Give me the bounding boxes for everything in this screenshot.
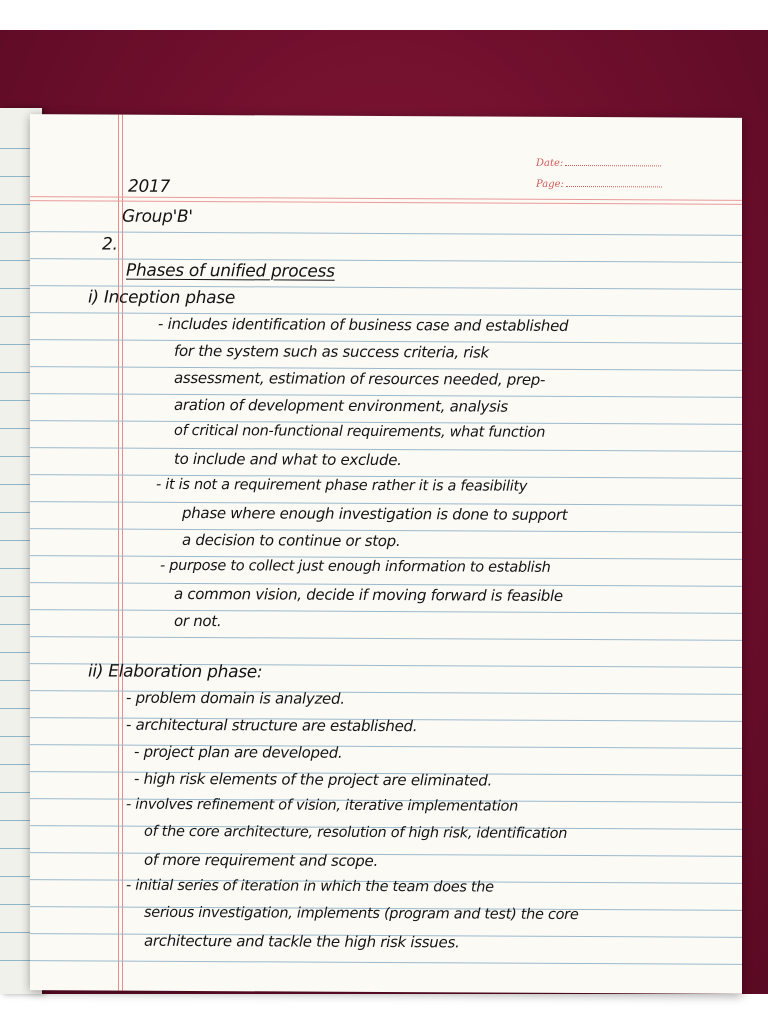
note-line: for the system such as success criteria, risk <box>174 341 489 362</box>
note-line: to include and what to exclude. <box>174 449 402 470</box>
section-title: Phases of unified process <box>126 260 335 282</box>
margin-line <box>122 115 123 991</box>
note-line: of the core architecture, resolution of high risk, identification <box>144 823 568 842</box>
notebook-page <box>30 114 742 994</box>
note-year: 2017 <box>128 176 171 197</box>
elaboration-heading: ii) Elaboration phase: <box>88 661 263 683</box>
note-line: - project plan are developed. <box>134 742 343 762</box>
note-line: of critical non-functional requirements, what function <box>174 422 546 441</box>
note-line: - high risk elements of the project are eliminated. <box>134 769 492 790</box>
question-number: 2. <box>102 234 118 255</box>
date-label: Date: <box>536 157 564 169</box>
note-line: - involves refinement of vision, iterative implementation <box>126 796 519 815</box>
note-line: - purpose to collect just enough information to establish <box>160 557 551 576</box>
margin-line <box>118 115 119 991</box>
note-line: assessment, estimation of resources needed, prep- <box>174 368 546 389</box>
note-line: - it is not a requirement phase rather it is a feasibility <box>156 476 528 495</box>
note-line: serious investigation, implements (program and test) the core <box>144 904 579 924</box>
note-line: architecture and tackle the high risk issues. <box>144 931 460 952</box>
inception-heading: i) Inception phase <box>88 287 236 309</box>
note-line: - problem domain is analyzed. <box>126 688 345 708</box>
note-line: phase where enough investigation is done to support <box>182 503 568 524</box>
page-field <box>536 178 662 191</box>
note-line: - includes identification of business case and established <box>158 314 569 335</box>
note-line: or not. <box>174 611 222 631</box>
date-field <box>536 157 661 170</box>
note-group: Group'B' <box>122 206 193 227</box>
note-line: aration of development environment, analysis <box>174 395 508 416</box>
note-line: of more requirement and scope. <box>144 850 378 870</box>
header-rule <box>30 200 742 205</box>
note-line: - initial series of iteration in which the team does the <box>126 877 494 896</box>
note-line: a decision to continue or stop. <box>182 530 401 551</box>
page-label: Page: <box>536 178 564 190</box>
note-line: a common vision, decide if moving forward is feasible <box>174 584 563 605</box>
note-line: - architectural structure are established. <box>126 715 418 736</box>
